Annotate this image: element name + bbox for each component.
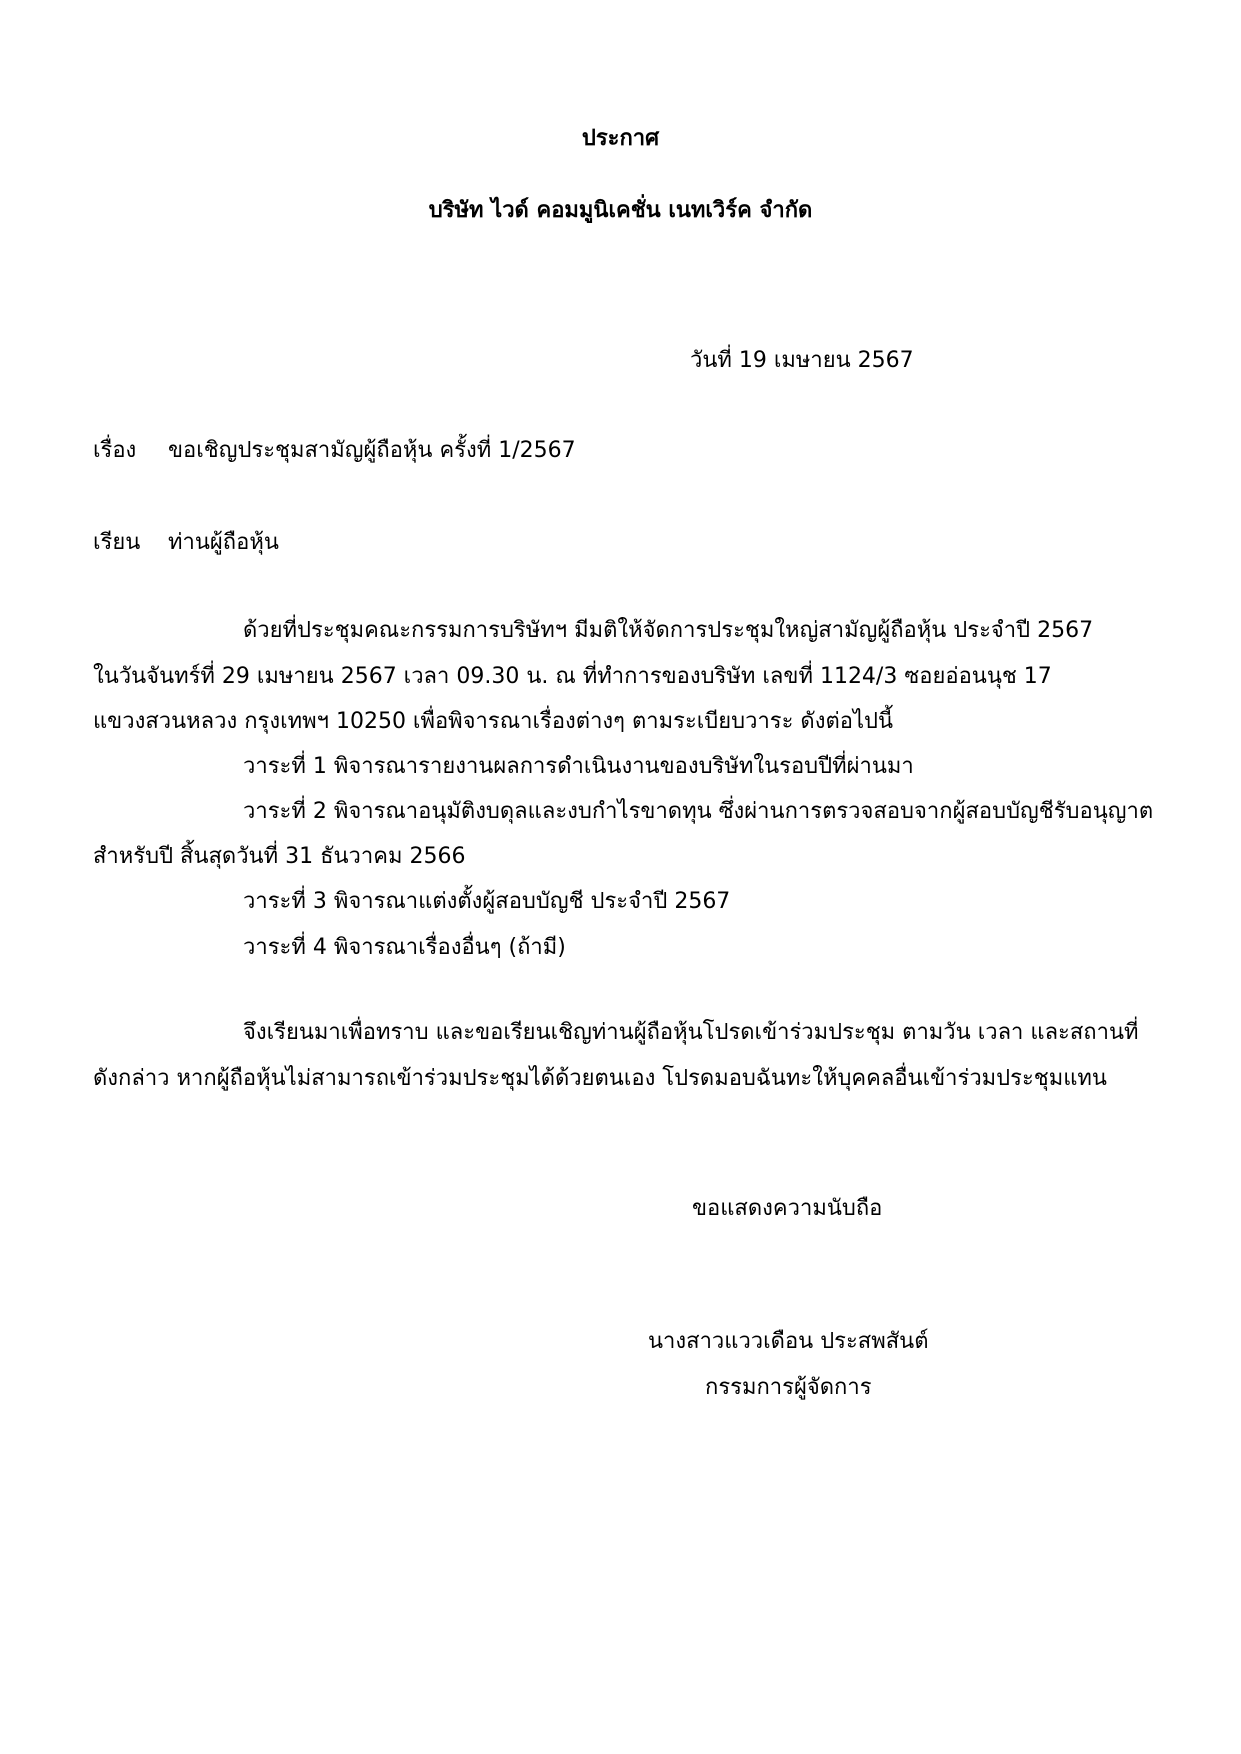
signatory-name: นางสาวแววเดือน ประสพสันต์: [648, 1329, 929, 1354]
subject-text: ขอเชิญประชุมสามัญผู้ถือหุ้น ครั้งที่ 1/2567: [168, 438, 576, 463]
agenda-item-2: วาระที่ 2 พิจารณาอนุมัติงบดุลและงบกำไรขาดทุน ซึ่งผ่านการตรวจสอบจากผู้สอบบัญชีรับอนุญาต: [243, 799, 1154, 824]
agenda-item-1: วาระที่ 1 พิจารณารายงานผลการดำเนินงานของบริษัทในรอบปีที่ผ่านมา: [243, 754, 914, 779]
body-paragraph-1-line-1: ด้วยที่ประชุมคณะกรรมการบริษัทฯ มีมติให้จัดการประชุมใหญ่สามัญผู้ถือหุ้น ประจำปี 2567: [243, 618, 1094, 643]
body-paragraph-1-line-2: ในวันจันทร์ที่ 29 เมษายน 2567 เวลา 09.30 น. ณ ที่ทำการของบริษัท เลขที่ 1124/3 ซอยอ่อนนุช 17: [93, 664, 1052, 689]
body-paragraph-2-line-1: จึงเรียนมาเพื่อทราบ และขอเรียนเชิญท่านผู้ถือหุ้นโปรดเข้าร่วมประชุม ตามวัน เวลา และสถานที่: [243, 1020, 1139, 1045]
signatory-position: กรรมการผู้จัดการ: [705, 1375, 872, 1400]
company-name: บริษัท ไวด์ คอมมูนิเคชั่น เนทเวิร์ค จำกัด: [428, 198, 813, 223]
recipient-text: ท่านผู้ถือหุ้น: [168, 530, 279, 555]
body-paragraph-1-line-3: แขวงสวนหลวง กรุงเทพฯ 10250 เพื่อพิจารณาเรื่องต่างๆ ตามระเบียบวาระ ดังต่อไปนี้: [93, 709, 894, 734]
body-paragraph-2-line-2: ดังกล่าว หากผู้ถือหุ้นไม่สามารถเข้าร่วมประชุมได้ด้วยตนเอง โปรดมอบฉันทะให้บุคคลอื่นเข้าร่วมประชุมแทน: [93, 1066, 1107, 1091]
document-title: ประกาศ: [581, 126, 660, 151]
agenda-item-3: วาระที่ 3 พิจารณาแต่งตั้งผู้สอบบัญชี ประจำปี 2567: [243, 889, 731, 914]
recipient-label: เรียน: [93, 530, 141, 555]
closing-phrase: ขอแสดงความนับถือ: [692, 1196, 883, 1221]
agenda-item-2-continuation: สำหรับปี สิ้นสุดวันที่ 31 ธันวาคม 2566: [93, 844, 466, 869]
agenda-item-4: วาระที่ 4 พิจารณาเรื่องอื่นๆ (ถ้ามี): [243, 935, 566, 960]
date-line: วันที่ 19 เมษายน 2567: [690, 348, 914, 373]
subject-label: เรื่อง: [93, 438, 137, 463]
